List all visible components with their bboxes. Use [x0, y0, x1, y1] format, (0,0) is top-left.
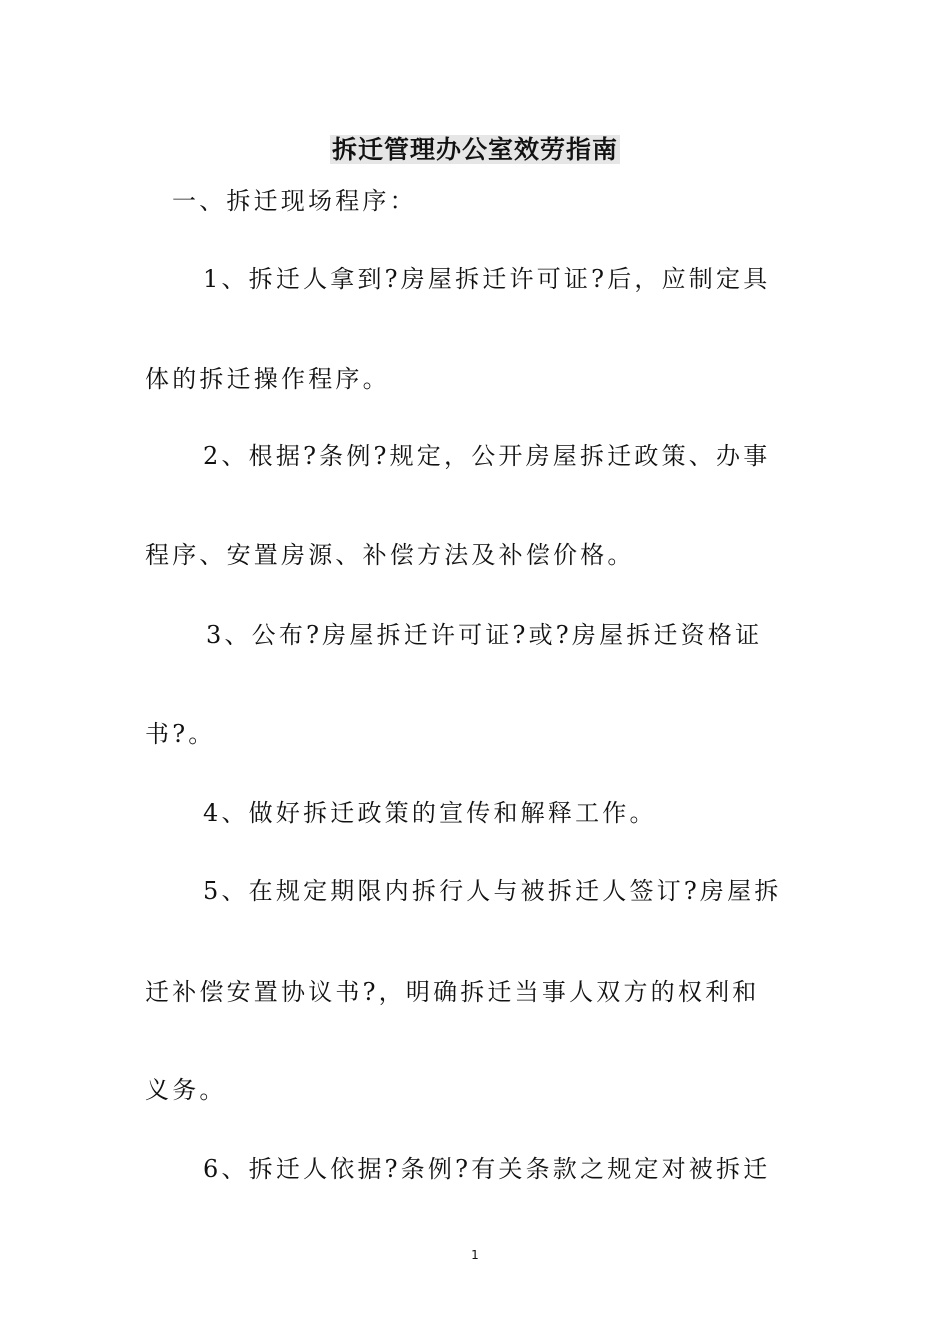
document-title-text: 拆迁管理办公室效劳指南: [331, 135, 618, 164]
paragraph-line: 1、拆迁人拿到?房屋拆迁许可证?后，应制定具: [203, 265, 771, 293]
paragraph-line: 4、做好拆迁政策的宣传和解释工作。: [203, 799, 657, 827]
paragraph-line: 3、公布?房屋拆迁许可证?或?房屋拆迁资格证: [206, 621, 763, 649]
paragraph-line: 迁补偿安置协议书?，明确拆迁当事人双方的权利和: [145, 978, 760, 1006]
paragraph-line: 6、拆迁人依据?条例?有关条款之规定对被拆迁: [203, 1155, 771, 1183]
paragraph-line: 程序、安置房源、补偿方法及补偿价格。: [145, 541, 635, 569]
section-heading: 一、拆迁现场程序：: [172, 187, 417, 215]
paragraph-line: 书?。: [145, 720, 216, 748]
page-number: 1: [471, 1248, 479, 1262]
document-title: [0, 130, 950, 170]
paragraph-line: 5、在规定期限内拆行人与被拆迁人签订?房屋拆: [203, 877, 782, 905]
paragraph-line: 义务。: [145, 1076, 227, 1104]
paragraph-line: 2、根据?条例?规定，公开房屋拆迁政策、办事: [203, 442, 771, 470]
paragraph-line: 体的拆迁操作程序。: [145, 365, 390, 393]
